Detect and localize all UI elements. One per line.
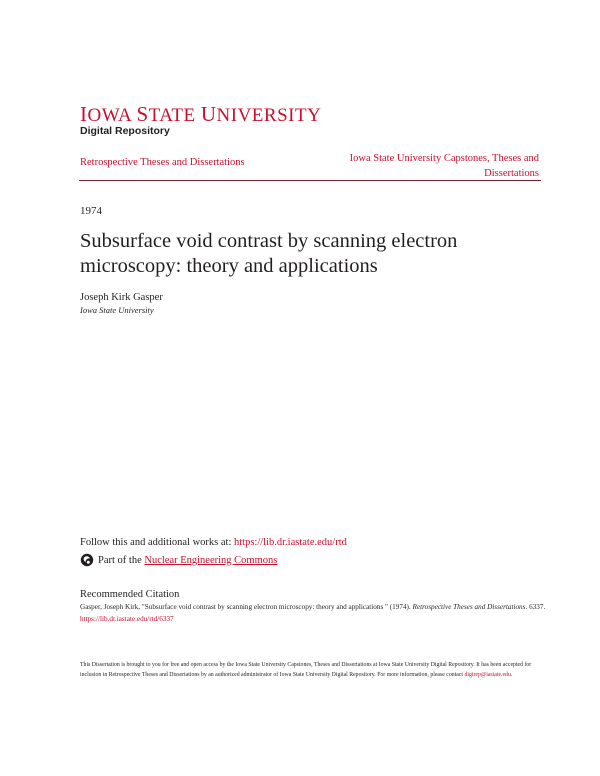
capstones-theses-link[interactable]: Iowa State University Capstones, Theses and Dissertations <box>349 153 539 180</box>
recommended-citation-heading: Recommended Citation <box>80 589 180 600</box>
citation-text <box>80 602 550 625</box>
citation-url-link[interactable]: https://lib.dr.iastate.edu/rtd/6337 <box>80 614 174 623</box>
university-logo[interactable]: IOWA STATE UNIVERSITY <box>80 102 322 126</box>
citation-series: Retrospective Theses and Dissertations <box>412 603 526 611</box>
header-divider <box>79 180 541 181</box>
bepress-network-icon <box>80 553 94 567</box>
author-name: Joseph Kirk Gasper <box>80 292 163 303</box>
nuclear-engineering-commons-link[interactable]: Nuclear Engineering Commons <box>144 554 278 566</box>
logo-subtitle: Digital Repository <box>80 125 170 137</box>
follow-line <box>80 537 347 548</box>
publication-year: 1974 <box>80 205 102 217</box>
part-of-label: Part of the <box>98 554 142 566</box>
part-of-line <box>80 553 277 567</box>
notice-text: This Dissertation is brought to you for free and open access by the Iowa State University Capstones, Theses and Dissertations at Iowa State University Digital Repository. It has been accepted for inclusion in Retrospective Theses and Dissertations by an authorized administrator of Iowa State University Digital Repository. For more information, please contact <box>80 662 532 679</box>
contact-email-link[interactable]: digirep@iastate.edu <box>464 672 511 679</box>
follow-url-link[interactable]: https://lib.dr.iastate.edu/rtd <box>234 537 347 548</box>
retrospective-theses-link[interactable]: Retrospective Theses and Dissertations <box>80 157 245 168</box>
citation-number: . 6337. <box>525 603 546 611</box>
repository-notice <box>80 660 550 680</box>
citation-plain: Gasper, Joseph Kirk, "Subsurface void contrast by scanning electron microscopy: theory and applications " (1974). <box>80 603 411 611</box>
document-title: Subsurface void contrast by scanning electron microscopy: theory and applications <box>80 230 458 277</box>
follow-label: Follow this and additional works at: <box>80 537 232 548</box>
author-affiliation: Iowa State University <box>80 305 154 315</box>
notice-end: . <box>510 672 513 679</box>
